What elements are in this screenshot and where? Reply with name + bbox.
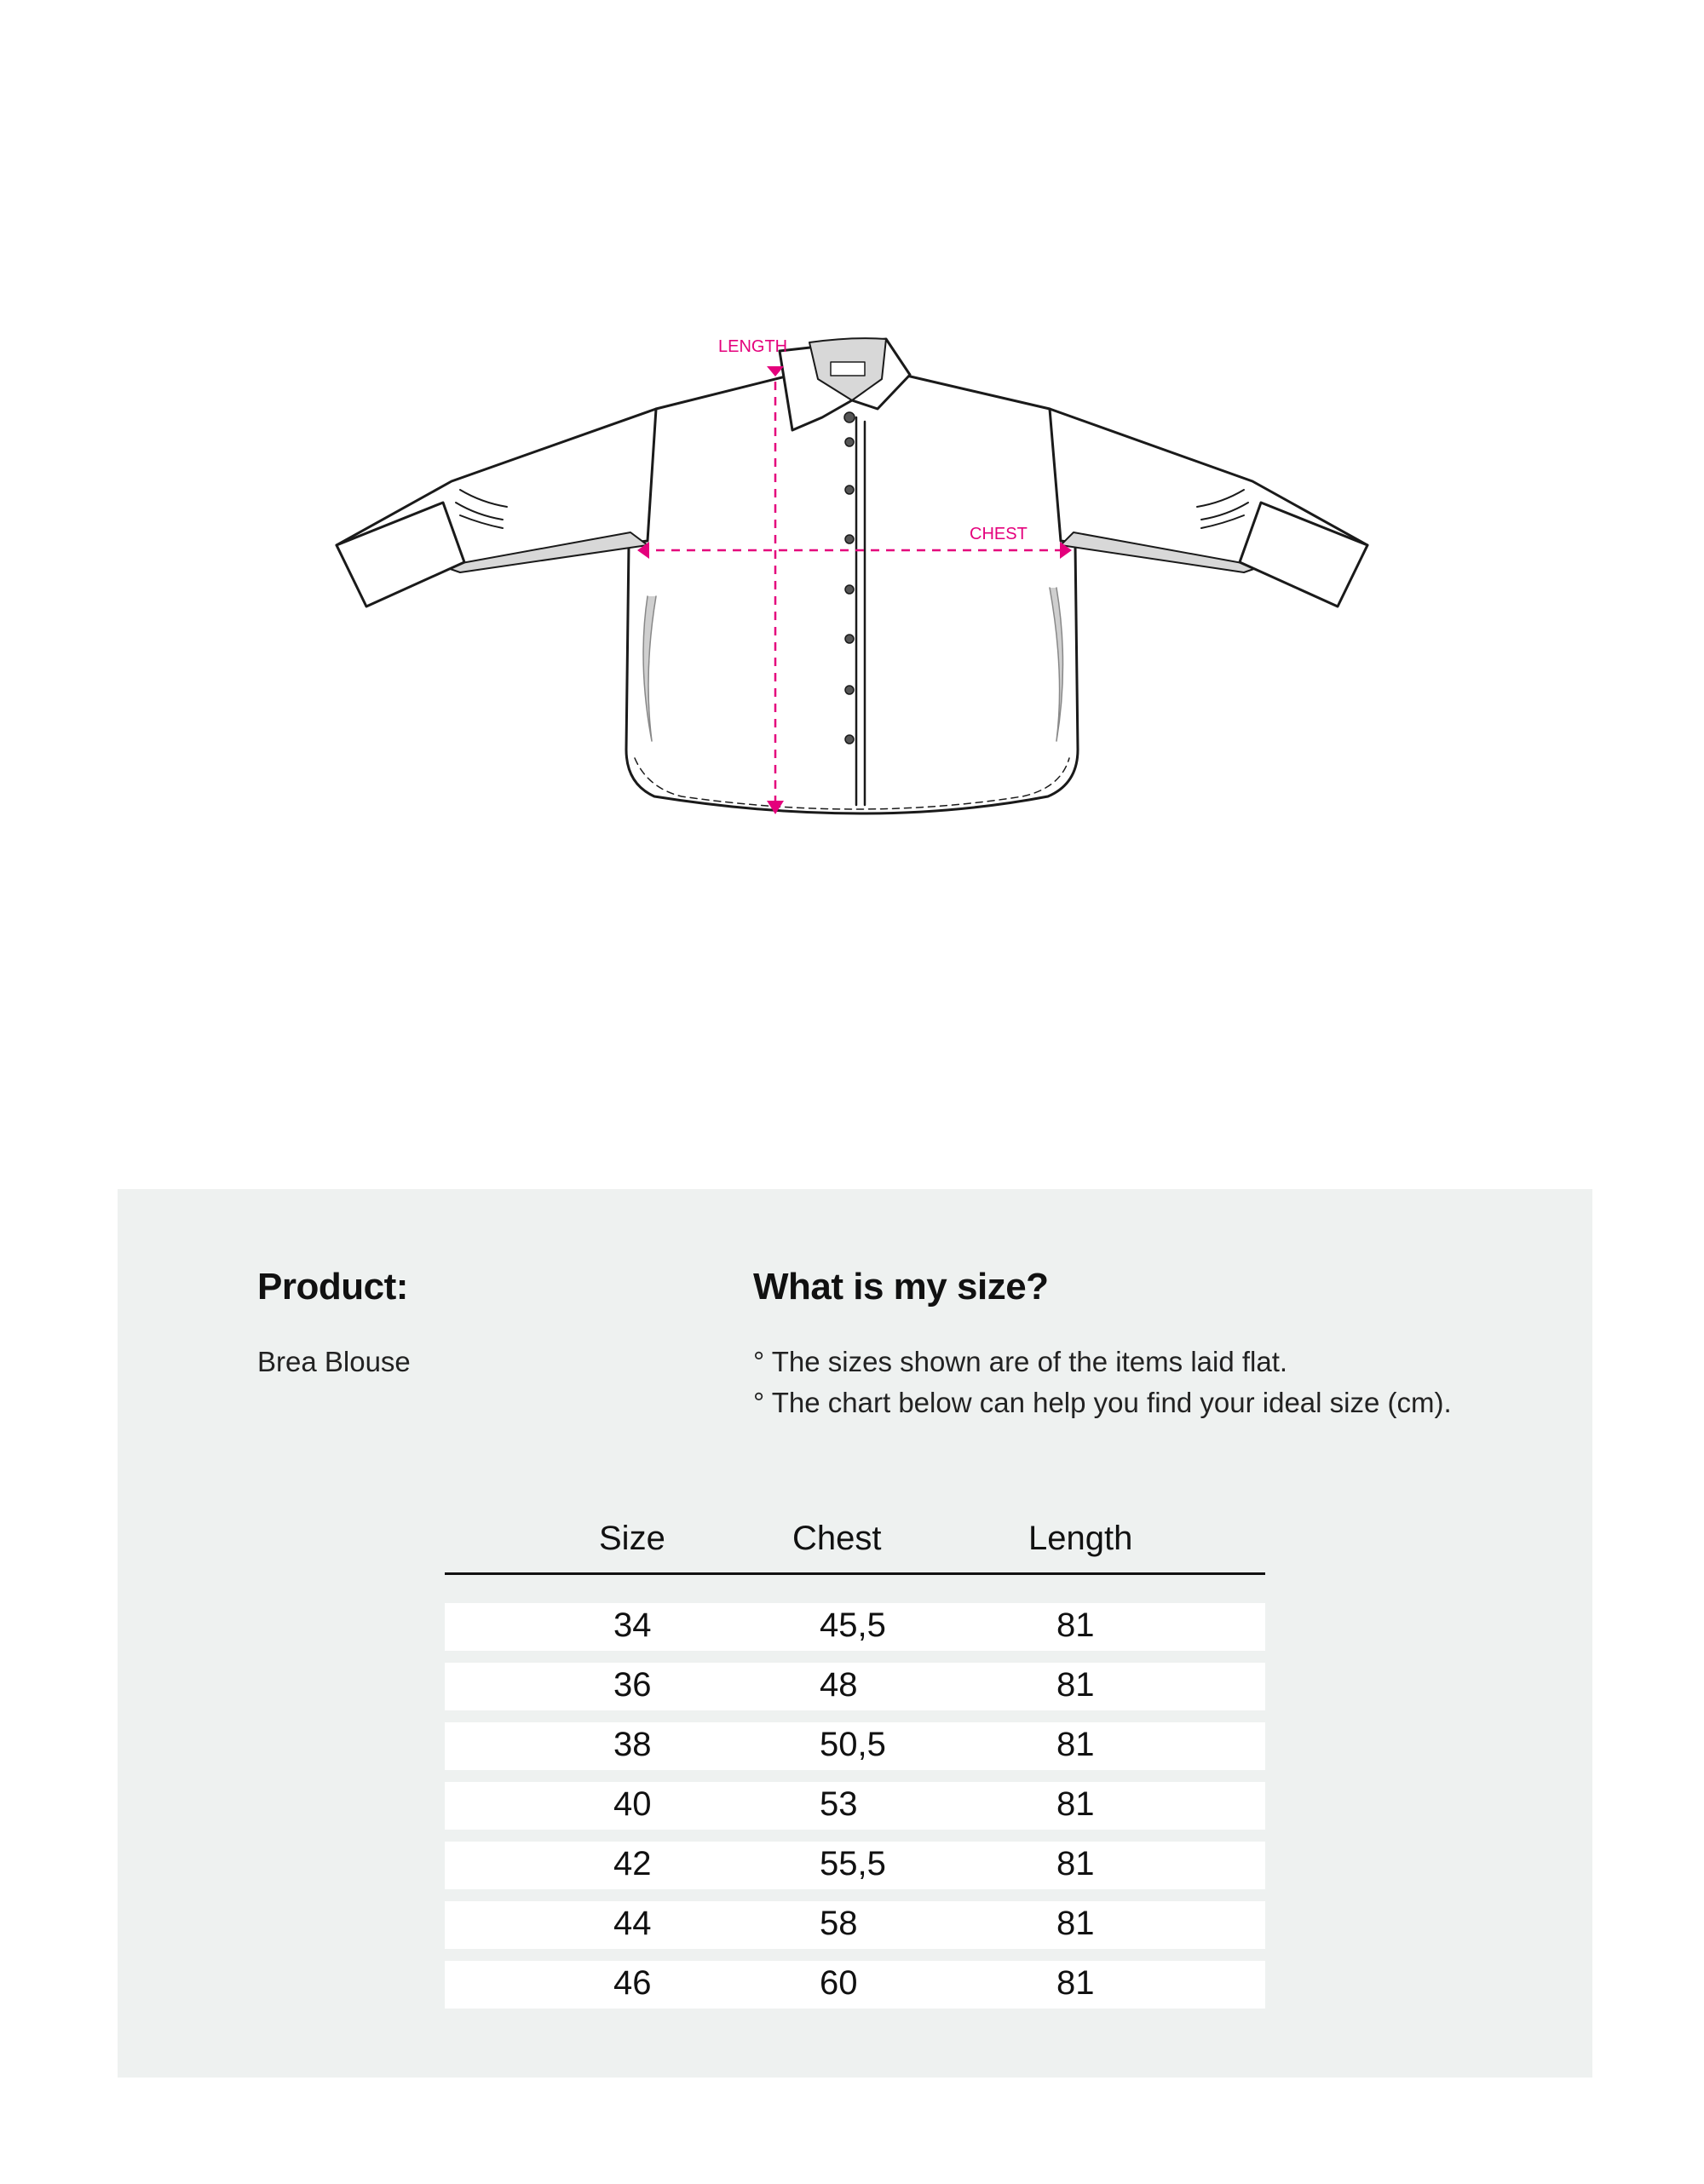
table-row: [445, 1722, 1265, 1770]
table-row: [445, 1782, 1265, 1830]
cell-size: 34: [613, 1606, 652, 1644]
header-divider: [445, 1572, 1265, 1575]
length-label: LENGTH: [718, 337, 788, 356]
cell-chest: 53: [820, 1785, 858, 1823]
cell-length: 81: [1056, 1726, 1095, 1763]
blouse-technical-drawing: [0, 0, 1704, 937]
cell-length: 81: [1056, 1964, 1095, 2002]
column-header-size: Size: [599, 1520, 665, 1557]
cell-chest: 58: [820, 1905, 858, 1942]
length-arrow-top: [767, 366, 784, 376]
table-row: [445, 1842, 1265, 1889]
column-header-chest: Chest: [792, 1520, 882, 1557]
cell-size: 36: [613, 1666, 652, 1704]
table-row: [445, 1603, 1265, 1651]
collar-label: [831, 362, 865, 376]
product-heading: Product:: [257, 1266, 408, 1308]
cell-size: 44: [613, 1905, 652, 1942]
cell-chest: 55,5: [820, 1845, 886, 1882]
column-header-length: Length: [1028, 1520, 1133, 1557]
size-note-1: ° The sizes shown are of the items laid flat.: [753, 1346, 1288, 1377]
cell-chest: 50,5: [820, 1726, 886, 1763]
cell-length: 81: [1056, 1666, 1095, 1704]
cell-chest: 60: [820, 1964, 858, 2002]
product-name: Brea Blouse: [257, 1346, 411, 1377]
cell-length: 81: [1056, 1606, 1095, 1644]
chest-label: CHEST: [970, 525, 1028, 543]
cell-length: 81: [1056, 1785, 1095, 1823]
cell-size: 42: [613, 1845, 652, 1882]
cell-size: 38: [613, 1726, 652, 1763]
cell-chest: 48: [820, 1666, 858, 1704]
table-row: [445, 1663, 1265, 1710]
cell-size: 46: [613, 1964, 652, 2002]
cell-length: 81: [1056, 1905, 1095, 1942]
size-note-2: ° The chart below can help you find your ideal size (cm).: [753, 1387, 1452, 1418]
cell-length: 81: [1056, 1845, 1095, 1882]
cell-size: 40: [613, 1785, 652, 1823]
size-help-heading: What is my size?: [753, 1266, 1049, 1308]
table-row: [445, 1961, 1265, 2009]
cell-chest: 45,5: [820, 1606, 886, 1644]
table-row: [445, 1901, 1265, 1949]
